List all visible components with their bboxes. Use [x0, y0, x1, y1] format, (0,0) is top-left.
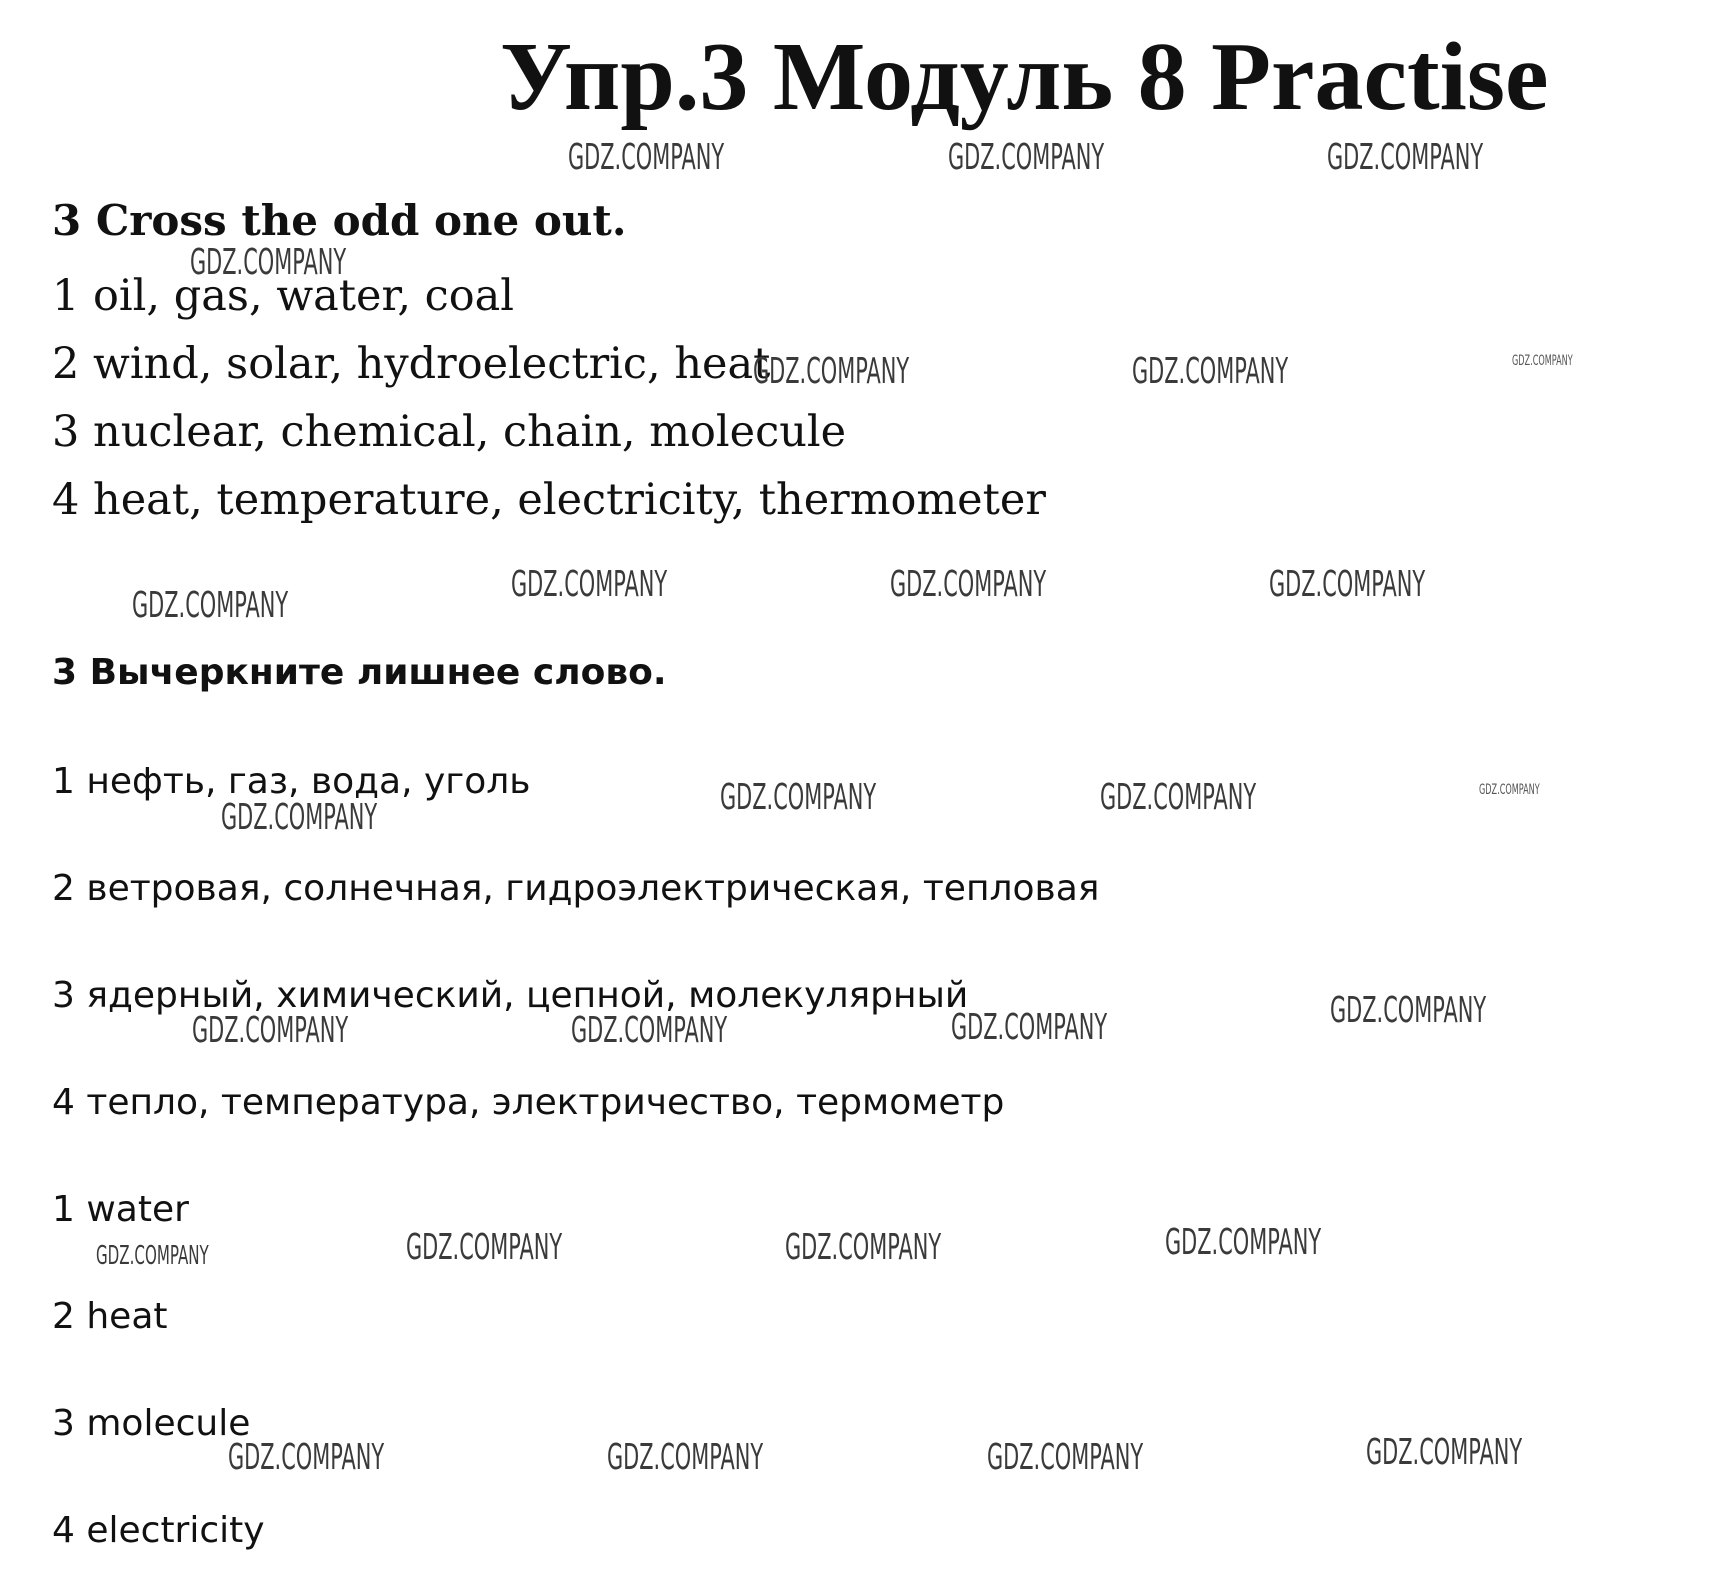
watermark: GDZ.COMPANY: [785, 1227, 942, 1268]
answer-item: 3 molecule: [52, 1403, 251, 1444]
watermark: GDZ.COMPANY: [607, 1437, 764, 1478]
watermark: GDZ.COMPANY: [1269, 564, 1426, 605]
russian-item: 1 нефть, газ, вода, уголь: [52, 761, 531, 802]
watermark: GDZ.COMPANY: [720, 777, 877, 818]
watermark: GDZ.COMPANY: [1330, 990, 1487, 1031]
watermark: GDZ.COMPANY: [890, 564, 1047, 605]
watermark: GDZ.COMPANY: [1512, 353, 1573, 369]
page-title: Упр.3 Модуль 8 Practise: [500, 23, 1549, 131]
watermark: GDZ.COMPANY: [951, 1007, 1108, 1048]
watermark: GDZ.COMPANY: [221, 797, 378, 838]
answer-item: 2 heat: [52, 1296, 168, 1337]
english-item: 3 nuclear, chemical, chain, molecule: [52, 407, 847, 457]
english-exercise-heading: 3 Cross the odd one out.: [52, 196, 627, 245]
english-item: 2 wind, solar, hydroelectric, heat: [52, 339, 771, 389]
russian-item: 3 ядерный, химический, цепной, молекулярный: [52, 975, 969, 1016]
watermark: GDZ.COMPANY: [571, 1010, 728, 1051]
watermark: GDZ.COMPANY: [190, 242, 347, 283]
english-item: 4 heat, temperature, electricity, thermometer: [52, 475, 1046, 525]
watermark: GDZ.COMPANY: [1366, 1432, 1523, 1473]
watermark: GDZ.COMPANY: [192, 1010, 349, 1051]
watermark: GDZ.COMPANY: [1165, 1222, 1322, 1263]
english-item: 1 oil, gas, water, coal: [52, 271, 515, 321]
watermark: GDZ.COMPANY: [1327, 137, 1484, 178]
answer-item: 4 electricity: [52, 1510, 265, 1551]
watermark: GDZ.COMPANY: [948, 137, 1105, 178]
answer-item: 1 water: [52, 1189, 189, 1230]
watermark: GDZ.COMPANY: [132, 585, 289, 626]
watermark: GDZ.COMPANY: [511, 564, 668, 605]
watermark: GDZ.COMPANY: [96, 1241, 209, 1271]
watermark: GDZ.COMPANY: [1100, 777, 1257, 818]
watermark: GDZ.COMPANY: [228, 1437, 385, 1478]
watermark: GDZ.COMPANY: [1132, 351, 1289, 392]
watermark: GDZ.COMPANY: [1479, 782, 1540, 798]
watermark: GDZ.COMPANY: [568, 137, 725, 178]
russian-exercise-heading: 3 Вычеркните лишнее слово.: [52, 652, 667, 693]
russian-item: 4 тепло, температура, электричество, термометр: [52, 1082, 1005, 1123]
watermark: GDZ.COMPANY: [987, 1437, 1144, 1478]
russian-item: 2 ветровая, солнечная, гидроэлектрическая, тепловая: [52, 868, 1100, 909]
watermark: GDZ.COMPANY: [753, 351, 910, 392]
watermark: GDZ.COMPANY: [406, 1227, 563, 1268]
